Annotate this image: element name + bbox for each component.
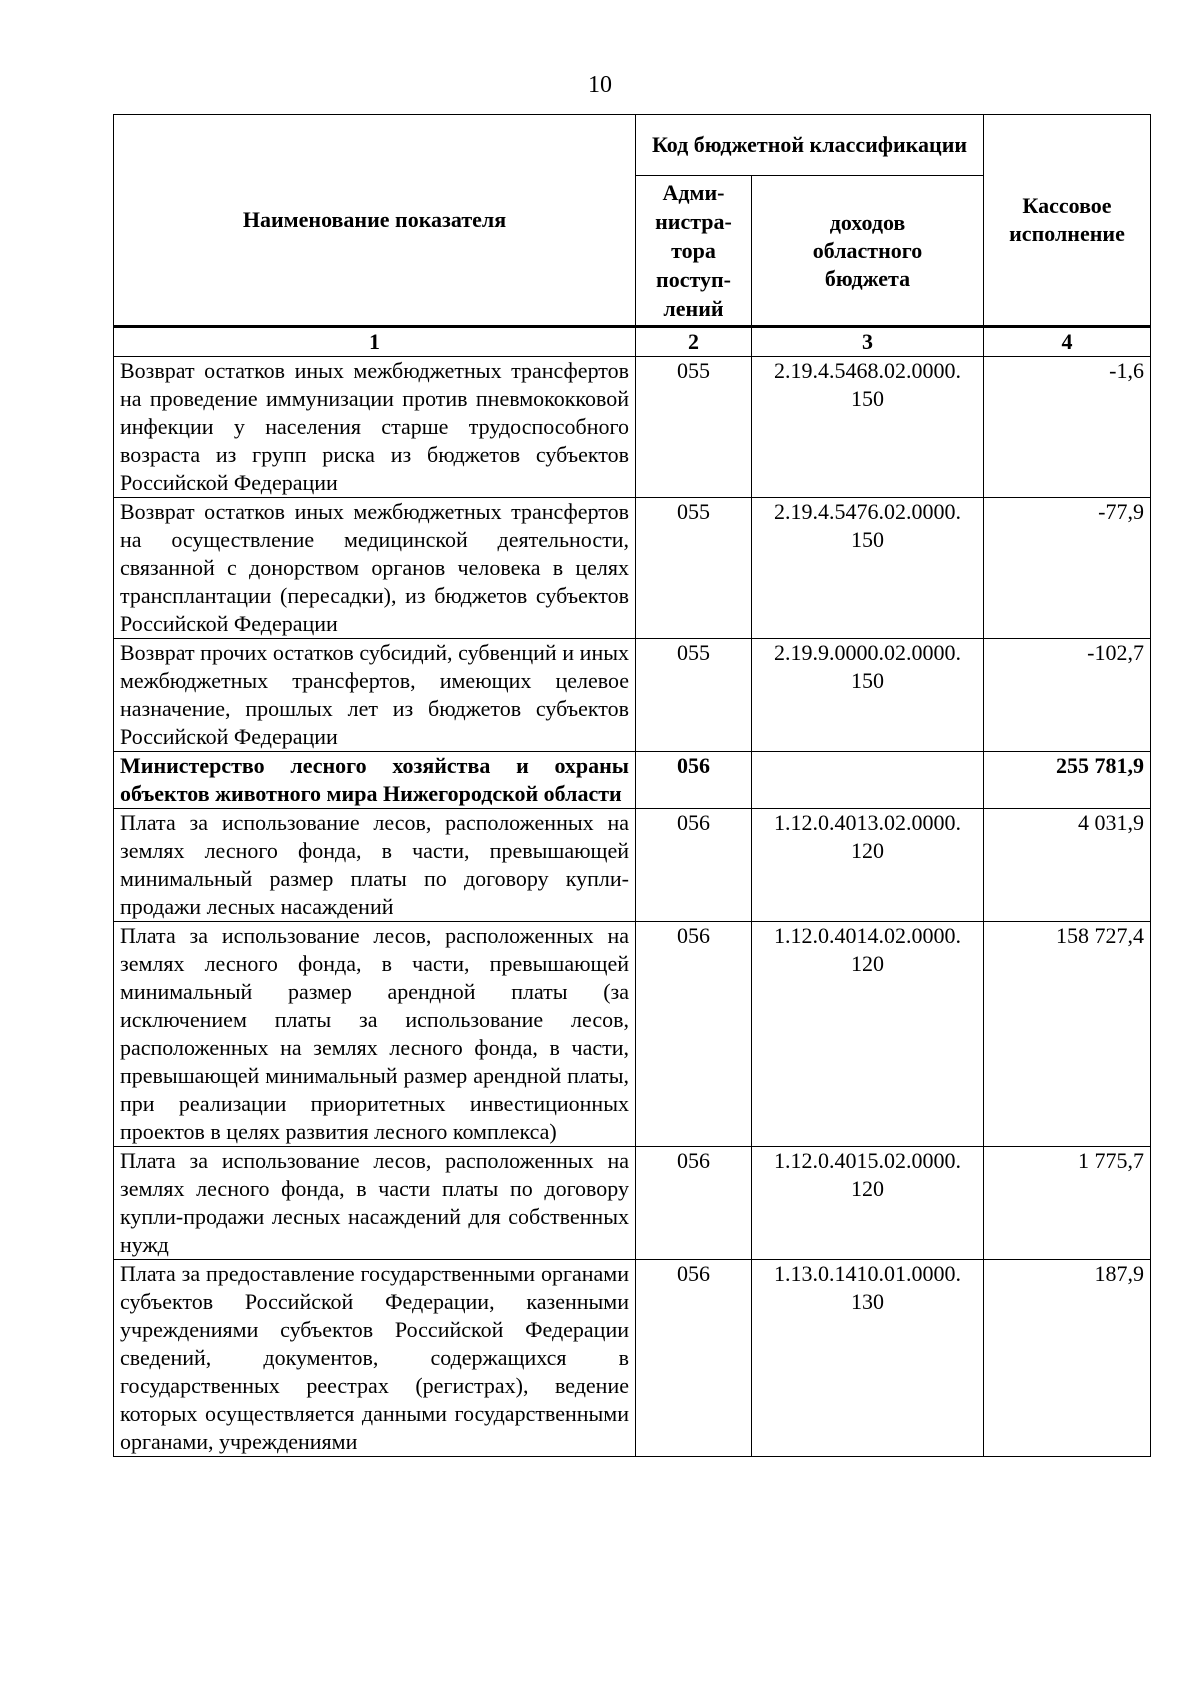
budget-code-part: 150: [851, 386, 884, 411]
cash-execution-amount: -77,9: [984, 498, 1151, 639]
header-line: исполнение: [1009, 221, 1125, 246]
indicator-name: Возврат прочих остатков субсидий, субвенций и иных межбюджетных трансфертов, имеющих целевое назначение, прошлых лет из бюджетов субъектов Российской Федерации: [114, 639, 636, 752]
budget-income-code: [752, 639, 984, 752]
indicator-name: Министерство лесного хозяйства и охраны объектов животного мира Нижегородской области: [114, 752, 636, 809]
column-number: 3: [752, 327, 984, 357]
administrator-code: 056: [636, 1147, 752, 1260]
table-row: [114, 922, 1151, 1147]
administrator-code: 056: [636, 752, 752, 809]
indicator-name: Плата за использование лесов, расположенных на землях лесного фонда, в части, превышающей минимальный размер арендной платы (за исключением платы за использование лесов, расположенных на землях лесного фонда, в части, превышающей минимальный размер арендной платы, при реализации приоритетных инвестиционных проектов в целях развития лесного комплекса): [114, 922, 636, 1147]
column-number-row: [114, 327, 1151, 357]
table-row: [114, 1147, 1151, 1260]
budget-code-part: 1.12.0.4013.02.0000.: [774, 810, 961, 835]
header-line: Кассовое: [1022, 193, 1112, 218]
header-line: тора: [671, 238, 716, 263]
budget-code-part: 2.19.9.0000.02.0000.: [774, 640, 961, 665]
budget-income-code: [752, 752, 984, 809]
table-row: [114, 752, 1151, 809]
table-row: [114, 639, 1151, 752]
budget-code-part: 2.19.4.5476.02.0000.: [774, 499, 961, 524]
budget-code-part: 150: [851, 527, 884, 552]
cash-execution-amount: -1,6: [984, 357, 1151, 498]
administrator-code: 056: [636, 922, 752, 1147]
indicator-name: Возврат остатков иных межбюджетных трансфертов на осуществление медицинской деятельности, связанной с донорством органов человека в целях трансплантации (пересадки), из бюджетов субъектов Российской Федерации: [114, 498, 636, 639]
header-line: лений: [663, 296, 724, 321]
table-row: [114, 1260, 1151, 1457]
budget-code-part: 1.13.0.1410.01.0000.: [774, 1261, 961, 1286]
administrator-code: 055: [636, 357, 752, 498]
budget-income-code: [752, 357, 984, 498]
budget-income-code: [752, 809, 984, 922]
budget-execution-table: [113, 114, 1151, 1457]
budget-code-part: 2.19.4.5468.02.0000.: [774, 358, 961, 383]
indicator-name: Плата за предоставление государственными органами субъектов Российской Федерации, казенными учреждениями субъектов Российской Федерации сведений, документов, содержащихся в государственных реестрах (регистрах), ведение которых осуществляется данными государственными органами, учреждениями: [114, 1260, 636, 1457]
header-line: доходов: [829, 209, 906, 235]
table-row: [114, 809, 1151, 922]
budget-income-code: [752, 922, 984, 1147]
budget-income-code: [752, 1260, 984, 1457]
header-budget-code-group: Код бюджетной классификации: [636, 115, 984, 176]
administrator-code: 055: [636, 498, 752, 639]
budget-code-part: 120: [851, 1176, 884, 1201]
budget-code-part: 120: [851, 951, 884, 976]
budget-code-part: 150: [851, 668, 884, 693]
indicator-name: Плата за использование лесов, расположенных на землях лесного фонда, в части платы по договору купли-продажи лесных насаждений для собственных нужд: [114, 1147, 636, 1260]
cash-execution-amount: 255 781,9: [984, 752, 1151, 809]
indicator-name: Плата за использование лесов, расположенных на землях лесного фонда, в части, превышающей минимальный размер платы по договору купли-продажи лесных насаждений: [114, 809, 636, 922]
header-line: поступ-: [656, 267, 731, 292]
column-number: 2: [636, 327, 752, 357]
administrator-code: 055: [636, 639, 752, 752]
cash-execution-amount: -102,7: [984, 639, 1151, 752]
cash-execution-amount: 4 031,9: [984, 809, 1151, 922]
cash-execution-amount: 158 727,4: [984, 922, 1151, 1147]
administrator-code: 056: [636, 1260, 752, 1457]
table-row: [114, 498, 1151, 639]
header-cash-execution: [984, 115, 1151, 327]
header-line: Адми-: [662, 180, 725, 205]
budget-income-code: [752, 1147, 984, 1260]
budget-code-part: 130: [851, 1289, 884, 1314]
column-number: 4: [984, 327, 1151, 357]
page-number: 10: [588, 72, 612, 98]
indicator-name: Возврат остатков иных межбюджетных трансфертов на проведение иммунизации против пневмококковой инфекции у населения старше трудоспособного возраста из групп риска из бюджетов субъектов Российской Федерации: [114, 357, 636, 498]
budget-income-code: [752, 498, 984, 639]
cash-execution-amount: 1 775,7: [984, 1147, 1151, 1260]
header-revenue-administrator: [636, 176, 752, 327]
column-number: 1: [114, 327, 636, 357]
budget-code-part: 1.12.0.4015.02.0000.: [774, 1148, 961, 1173]
header-regional-budget-income: [752, 176, 984, 327]
budget-code-part: 120: [851, 838, 884, 863]
table-row: [114, 357, 1151, 498]
header-line: нистра-: [655, 209, 732, 234]
header-line: бюджета: [824, 265, 911, 291]
administrator-code: 056: [636, 809, 752, 922]
header-indicator-name: Наименование показателя: [114, 115, 636, 327]
cash-execution-amount: 187,9: [984, 1260, 1151, 1457]
header-line: областного: [812, 237, 923, 263]
budget-code-part: 1.12.0.4014.02.0000.: [774, 923, 961, 948]
